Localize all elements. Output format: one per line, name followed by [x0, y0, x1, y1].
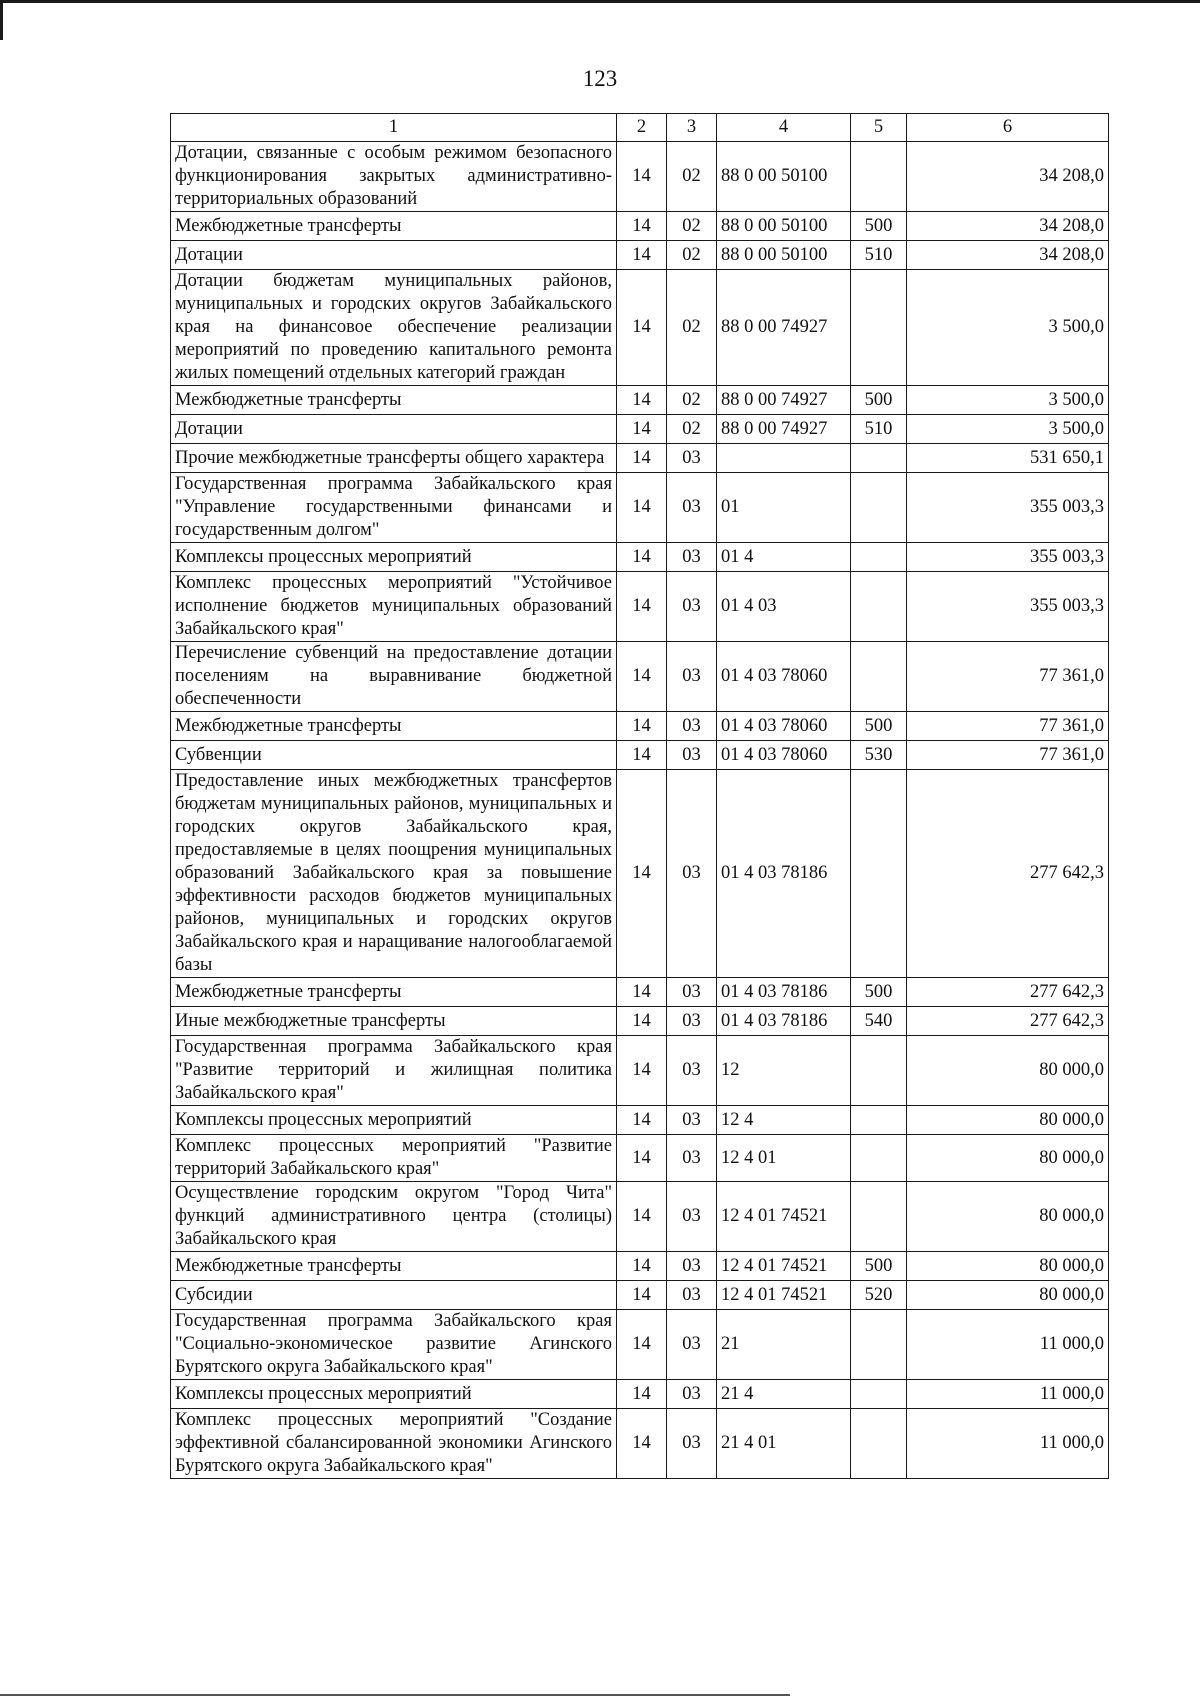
row-vr-cell	[851, 444, 907, 473]
row-vr-cell	[851, 572, 907, 642]
table-row	[171, 1310, 1109, 1380]
table-row	[171, 572, 1109, 642]
row-subsection-cell: 03	[667, 1252, 717, 1281]
row-amount-cell: 77 361,0	[907, 712, 1109, 741]
row-vr-cell	[851, 1036, 907, 1106]
row-subsection-cell: 03	[667, 1036, 717, 1106]
row-amount-cell: 11 000,0	[907, 1409, 1109, 1479]
row-csr-cell: 01	[717, 473, 851, 543]
table-row	[171, 1106, 1109, 1135]
row-amount-cell: 11 000,0	[907, 1310, 1109, 1380]
header-col-1: 1	[171, 114, 617, 142]
row-vr-cell	[851, 1310, 907, 1380]
row-csr-cell: 12	[717, 1036, 851, 1106]
row-name-cell: Комплекс процессных мероприятий "Развитие территорий Забайкальского края"	[171, 1135, 617, 1182]
row-csr-cell: 88 0 00 50100	[717, 212, 851, 241]
row-vr-cell: 520	[851, 1281, 907, 1310]
row-subsection-cell: 03	[667, 741, 717, 770]
header-col-3: 3	[667, 114, 717, 142]
row-amount-cell: 80 000,0	[907, 1281, 1109, 1310]
row-subsection-cell: 03	[667, 572, 717, 642]
row-section-cell: 14	[617, 1252, 667, 1281]
row-subsection-cell: 03	[667, 1182, 717, 1252]
table-row	[171, 543, 1109, 572]
row-section-cell: 14	[617, 978, 667, 1007]
row-amount-cell: 3 500,0	[907, 415, 1109, 444]
row-section-cell: 14	[617, 1135, 667, 1182]
row-amount-cell: 355 003,3	[907, 543, 1109, 572]
row-csr-cell: 88 0 00 50100	[717, 241, 851, 270]
row-name-cell: Межбюджетные трансферты	[171, 212, 617, 241]
page-number: 123	[582, 66, 618, 91]
row-amount-cell: 277 642,3	[907, 1007, 1109, 1036]
row-name-cell: Межбюджетные трансферты	[171, 1252, 617, 1281]
row-name-cell: Дотации бюджетам муниципальных районов, муниципальных и городских округов Забайкальского края на финансовое обеспечение реализации мероприятий по проведению капитального ремонта жилых помещений отдельных категорий граждан	[171, 270, 617, 386]
row-csr-cell: 12 4	[717, 1106, 851, 1135]
row-amount-cell: 355 003,3	[907, 572, 1109, 642]
table-row	[171, 1380, 1109, 1409]
scan-edge-top	[0, 0, 1200, 3]
row-amount-cell: 80 000,0	[907, 1182, 1109, 1252]
row-csr-cell: 01 4 03 78186	[717, 1007, 851, 1036]
row-csr-cell: 88 0 00 74927	[717, 415, 851, 444]
header-col-5: 5	[851, 114, 907, 142]
row-subsection-cell: 02	[667, 415, 717, 444]
row-csr-cell: 01 4 03 78186	[717, 770, 851, 978]
row-name-cell: Межбюджетные трансферты	[171, 386, 617, 415]
row-section-cell: 14	[617, 1106, 667, 1135]
table-row	[171, 473, 1109, 543]
row-name-cell: Перечисление субвенций на предоставление дотации поселениям на выравнивание бюджетной обеспеченности	[171, 642, 617, 712]
row-csr-cell: 12 4 01 74521	[717, 1182, 851, 1252]
row-name-cell: Комплекс процессных мероприятий "Устойчивое исполнение бюджетов муниципальных образований Забайкальского края"	[171, 572, 617, 642]
row-section-cell: 14	[617, 741, 667, 770]
row-subsection-cell: 02	[667, 212, 717, 241]
table-row	[171, 212, 1109, 241]
row-csr-cell: 88 0 00 74927	[717, 386, 851, 415]
row-name-cell: Комплекс процессных мероприятий "Создание эффективной сбалансированной экономики Агинского Бурятского округа Забайкальского края"	[171, 1409, 617, 1479]
row-csr-cell: 88 0 00 74927	[717, 270, 851, 386]
row-vr-cell	[851, 1106, 907, 1135]
row-vr-cell: 500	[851, 712, 907, 741]
row-vr-cell: 510	[851, 415, 907, 444]
row-section-cell: 14	[617, 1182, 667, 1252]
row-vr-cell	[851, 1380, 907, 1409]
row-name-cell: Прочие межбюджетные трансферты общего характера	[171, 444, 617, 473]
row-vr-cell	[851, 770, 907, 978]
row-name-cell: Предоставление иных межбюджетных трансфертов бюджетам муниципальных районов, муниципальных и городских округов Забайкальского края, предоставляемые в целях поощрения муниципальных образований Забайкальского края за повышение эффективности расходов бюджетов муниципальных районов, муниципальных и городских округов Забайкальского края и наращивание налогооблагаемой базы	[171, 770, 617, 978]
table-row	[171, 142, 1109, 212]
table-row	[171, 770, 1109, 978]
row-csr-cell: 01 4 03 78060	[717, 712, 851, 741]
row-section-cell: 14	[617, 386, 667, 415]
row-section-cell: 14	[617, 642, 667, 712]
row-subsection-cell: 03	[667, 1409, 717, 1479]
scan-edge-left	[0, 0, 3, 40]
row-subsection-cell: 03	[667, 1281, 717, 1310]
row-name-cell: Субсидии	[171, 1281, 617, 1310]
scan-edge-bottom	[0, 1694, 790, 1696]
row-name-cell: Осуществление городским округом "Город Чита" функций административного центра (столицы) Забайкальского края	[171, 1182, 617, 1252]
row-subsection-cell: 02	[667, 142, 717, 212]
table-row	[171, 444, 1109, 473]
row-amount-cell: 11 000,0	[907, 1380, 1109, 1409]
row-name-cell: Государственная программа Забайкальского края "Управление государственными финансами и государственным долгом"	[171, 473, 617, 543]
row-name-cell: Дотации	[171, 415, 617, 444]
row-csr-cell: 12 4 01 74521	[717, 1281, 851, 1310]
row-section-cell: 14	[617, 572, 667, 642]
row-subsection-cell: 03	[667, 444, 717, 473]
row-vr-cell: 540	[851, 1007, 907, 1036]
row-csr-cell: 21	[717, 1310, 851, 1380]
row-name-cell: Межбюджетные трансферты	[171, 978, 617, 1007]
row-vr-cell	[851, 642, 907, 712]
table-row	[171, 741, 1109, 770]
table-row	[171, 1036, 1109, 1106]
row-csr-cell: 12 4 01 74521	[717, 1252, 851, 1281]
table-row	[171, 241, 1109, 270]
row-name-cell: Иные межбюджетные трансферты	[171, 1007, 617, 1036]
row-amount-cell: 277 642,3	[907, 978, 1109, 1007]
row-amount-cell: 80 000,0	[907, 1036, 1109, 1106]
budget-table	[170, 113, 1109, 1479]
row-name-cell: Дотации, связанные с особым режимом безопасного функционирования закрытых административно-территориальных образований	[171, 142, 617, 212]
row-section-cell: 14	[617, 212, 667, 241]
row-name-cell: Комплексы процессных мероприятий	[171, 543, 617, 572]
row-csr-cell: 01 4 03 78060	[717, 741, 851, 770]
row-amount-cell: 3 500,0	[907, 386, 1109, 415]
table-row	[171, 415, 1109, 444]
header-col-4: 4	[717, 114, 851, 142]
row-amount-cell: 355 003,3	[907, 473, 1109, 543]
row-vr-cell: 530	[851, 741, 907, 770]
row-subsection-cell: 03	[667, 770, 717, 978]
row-subsection-cell: 03	[667, 712, 717, 741]
row-subsection-cell: 03	[667, 1007, 717, 1036]
table-row	[171, 1252, 1109, 1281]
row-subsection-cell: 02	[667, 386, 717, 415]
row-csr-cell: 21 4 01	[717, 1409, 851, 1479]
table-row	[171, 1281, 1109, 1310]
row-section-cell: 14	[617, 1036, 667, 1106]
row-vr-cell: 500	[851, 212, 907, 241]
table-body	[171, 142, 1109, 1479]
table-row	[171, 712, 1109, 741]
row-amount-cell: 80 000,0	[907, 1106, 1109, 1135]
row-csr-cell: 01 4 03 78060	[717, 642, 851, 712]
row-name-cell: Комплексы процессных мероприятий	[171, 1380, 617, 1409]
header-col-6: 6	[907, 114, 1109, 142]
table-row	[171, 1182, 1109, 1252]
row-vr-cell: 500	[851, 978, 907, 1007]
row-vr-cell	[851, 1409, 907, 1479]
table-row	[171, 978, 1109, 1007]
row-vr-cell: 510	[851, 241, 907, 270]
table-row	[171, 1409, 1109, 1479]
row-section-cell: 14	[617, 543, 667, 572]
row-subsection-cell: 03	[667, 1310, 717, 1380]
row-subsection-cell: 03	[667, 1380, 717, 1409]
row-subsection-cell: 02	[667, 241, 717, 270]
table-row	[171, 270, 1109, 386]
table-row	[171, 386, 1109, 415]
row-vr-cell	[851, 1135, 907, 1182]
header-col-2: 2	[617, 114, 667, 142]
row-section-cell: 14	[617, 770, 667, 978]
row-section-cell: 14	[617, 444, 667, 473]
row-amount-cell: 277 642,3	[907, 770, 1109, 978]
row-section-cell: 14	[617, 1281, 667, 1310]
row-subsection-cell: 03	[667, 1135, 717, 1182]
row-section-cell: 14	[617, 1310, 667, 1380]
row-name-cell: Государственная программа Забайкальского края "Развитие территорий и жилищная политика Забайкальского края"	[171, 1036, 617, 1106]
row-csr-cell	[717, 444, 851, 473]
row-name-cell: Государственная программа Забайкальского края "Социально-экономическое развитие Агинского Бурятского округа Забайкальского края"	[171, 1310, 617, 1380]
row-name-cell: Комплексы процессных мероприятий	[171, 1106, 617, 1135]
row-csr-cell: 12 4 01	[717, 1135, 851, 1182]
row-section-cell: 14	[617, 270, 667, 386]
row-amount-cell: 77 361,0	[907, 741, 1109, 770]
row-name-cell: Дотации	[171, 241, 617, 270]
row-name-cell: Межбюджетные трансферты	[171, 712, 617, 741]
row-section-cell: 14	[617, 1409, 667, 1479]
row-subsection-cell: 03	[667, 642, 717, 712]
row-section-cell: 14	[617, 1007, 667, 1036]
row-amount-cell: 34 208,0	[907, 212, 1109, 241]
row-amount-cell: 77 361,0	[907, 642, 1109, 712]
row-csr-cell: 01 4 03	[717, 572, 851, 642]
row-section-cell: 14	[617, 1380, 667, 1409]
row-section-cell: 14	[617, 473, 667, 543]
table-row	[171, 1135, 1109, 1182]
row-csr-cell: 01 4 03 78186	[717, 978, 851, 1007]
row-vr-cell	[851, 142, 907, 212]
row-amount-cell: 34 208,0	[907, 142, 1109, 212]
table-row	[171, 642, 1109, 712]
table-row	[171, 1007, 1109, 1036]
row-section-cell: 14	[617, 712, 667, 741]
row-subsection-cell: 03	[667, 543, 717, 572]
row-vr-cell: 500	[851, 386, 907, 415]
row-amount-cell: 34 208,0	[907, 241, 1109, 270]
row-section-cell: 14	[617, 142, 667, 212]
row-csr-cell: 01 4	[717, 543, 851, 572]
row-amount-cell: 80 000,0	[907, 1135, 1109, 1182]
row-name-cell: Субвенции	[171, 741, 617, 770]
row-subsection-cell: 02	[667, 270, 717, 386]
row-csr-cell: 88 0 00 50100	[717, 142, 851, 212]
row-vr-cell: 500	[851, 1252, 907, 1281]
row-subsection-cell: 03	[667, 978, 717, 1007]
row-section-cell: 14	[617, 241, 667, 270]
row-vr-cell	[851, 270, 907, 386]
row-csr-cell: 21 4	[717, 1380, 851, 1409]
row-vr-cell	[851, 473, 907, 543]
row-section-cell: 14	[617, 415, 667, 444]
row-amount-cell: 531 650,1	[907, 444, 1109, 473]
row-subsection-cell: 03	[667, 1106, 717, 1135]
row-subsection-cell: 03	[667, 473, 717, 543]
row-amount-cell: 80 000,0	[907, 1252, 1109, 1281]
row-vr-cell	[851, 1182, 907, 1252]
table-header-row	[171, 114, 1109, 142]
row-vr-cell	[851, 543, 907, 572]
row-amount-cell: 3 500,0	[907, 270, 1109, 386]
